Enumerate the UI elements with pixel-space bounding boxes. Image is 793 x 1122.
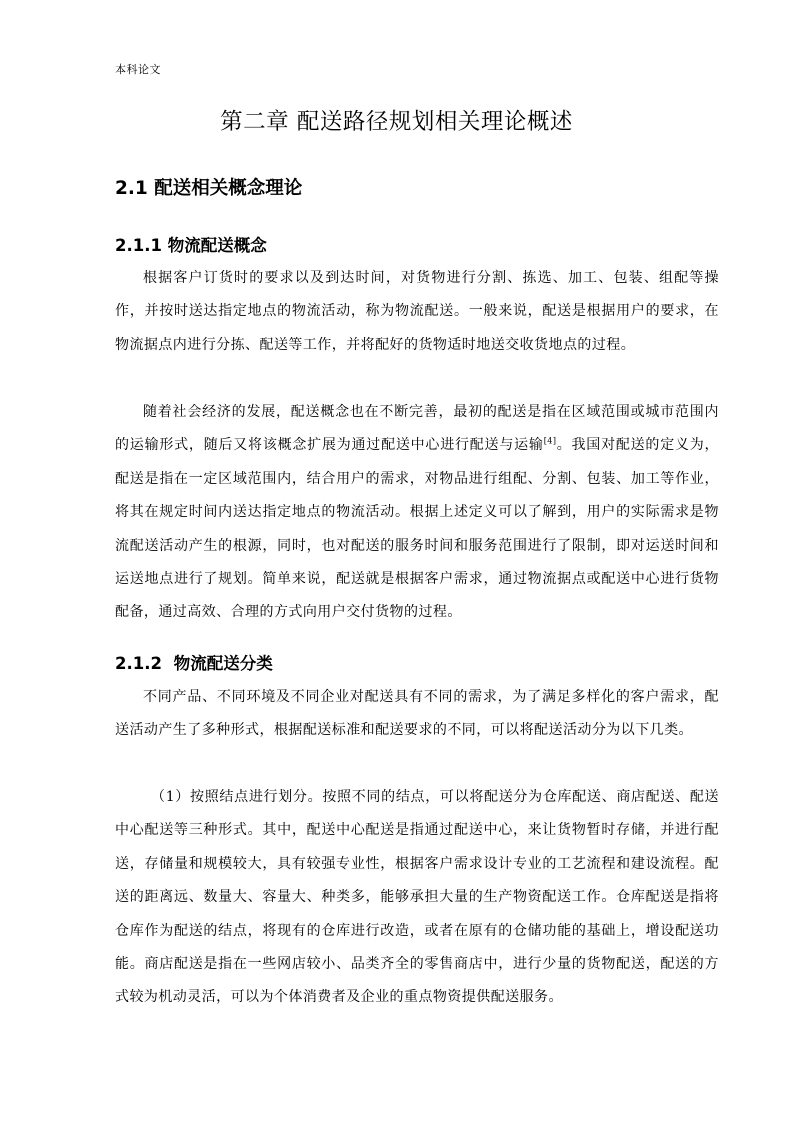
paragraph-development: [115, 396, 719, 630]
section-number: 2.1: [115, 178, 148, 199]
subsection-number: 2.1.1: [115, 236, 162, 255]
citation-ref: [4]: [543, 436, 557, 446]
paragraph-text: 。我国对配送的定义为，配送是指在一定区域范围内，结合用户的需求，对物品进行组配、分割、包装、加工等作业，将其在规定时间内送达指定地点的物流活动。根据上述定义可以了解到，用户的实际需求是物流配送活动产生的根源，同时，也对配送的服务时间和服务范围进行了限制，即对运送时间和运送地点进行了规划。简单来说，配送就是根据客户需求，通过物流据点或配送中心进行货物配备，通过高效、合理的方式向用户交付货物的过程。: [115, 437, 719, 621]
subsection-title: 物流配送概念: [167, 236, 267, 255]
chapter-title: 第二章 配送路径规划相关理论概述: [220, 109, 573, 135]
paragraph-classification-intro: 不同产品、不同环境及不同企业对配送具有不同的需求，为了满足多样化的客户需求，配送活动产生了多种形式，根据配送标准和配送要求的不同，可以将配送活动分为以下几类。: [115, 689, 719, 739]
subsection-heading-2-1-1: [115, 232, 267, 256]
subsection-heading-2-1-2: [115, 650, 273, 674]
paragraph-definition: 根据客户订货时的要求以及到达时间，对货物进行分割、拣选、加工、包装、组配等操作，并按时送达指定地点的物流活动，称为物流配送。一般来说，配送是根据用户的要求，在物流据点内进行分拣、配送等工作，并将配好的货物适时地送交收货地点的过程。: [115, 270, 719, 353]
section-title: 配送相关概念理论: [154, 178, 303, 199]
paragraph-text: 随着社会经济的发展，配送概念也在不断完善，最初的配送是指在区域范围或城市范围内的运输形式，随后又将该概念扩展为通过配送中心进行配送与运输: [115, 404, 719, 454]
section-heading: [115, 174, 302, 200]
subsection-title: 物流配送分类: [173, 654, 273, 673]
paragraph-by-node: （1）按照结点进行划分。按照不同的结点，可以将配送分为仓库配送、商店配送、配送中心配送等三种形式。其中，配送中心配送是指通过配送中心，来让货物暂时存储，并进行配送，存储量和规模较大，具有较强专业性，根据客户需求设计专业的工艺流程和建设流程。配送的距离远、数量大、容量大、种类多，能够承担大量的生产物资配送工作。仓库配送是指将仓库作为配送的结点，将现有的仓库进行改造，或者在原有的仓储功能的基础上，增设配送功能。商店配送是指在一些网店较小、品类齐全的零售商店中，进行少量的货物配送，配送的方式较为机动灵活，可以为个体消费者及企业的重点物资提供配送服务。: [115, 789, 719, 1006]
subsection-number: 2.1.2: [115, 654, 162, 673]
running-header: 本科论文: [115, 63, 161, 76]
